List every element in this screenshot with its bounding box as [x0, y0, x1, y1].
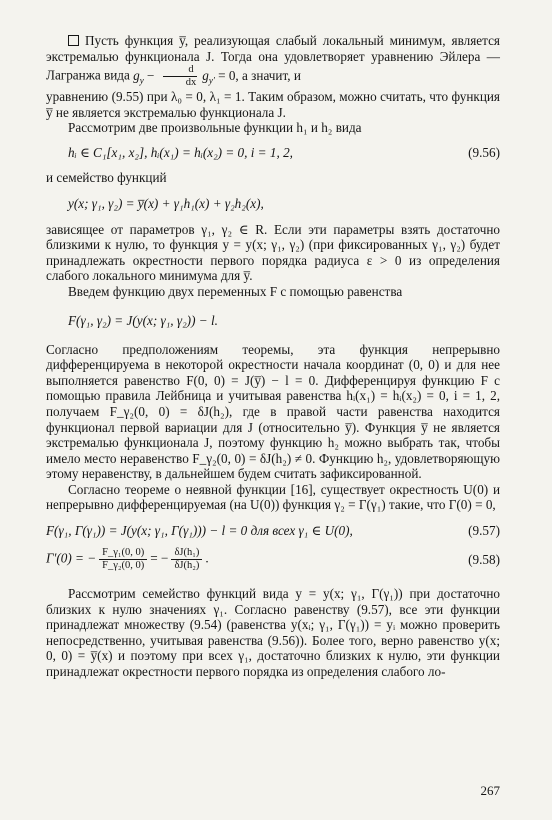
paragraph-6: Согласно предположениям теоремы, эта функция непрерывно дифференцируема в некоторой окрестности начала координат (0, 0) и для нее выполняется равенство F(0, 0) = J(y̅) − l = 0. Дифференцируя функцию F с помощью правила Лейбница и учитывая равенства hᵢ(x₁) = hᵢ(x₂) = 0, i = 1, 2, получаем F_γ₂(0, 0) = δJ(h₂), где в правой части равенства находится функционал первой вариации для J (относительно y̅). Функция y̅ не является экстремалью функционала J, поэтому функцию h₂ можно выбрать так, чтобы имело место неравенство F_γ₂(0, 0) = δJ(h₂) ≠ 0. Функцию h₂, удовлетворяющую этому неравенству, в дальнейшем будем считать зафиксированной. [46, 341, 500, 482]
euler-equation-inline: $g_y$ − $\frac{d}{dx}$ $g_{y'} = 0$, а значит, и [133, 64, 301, 89]
paragraph-1b: уравнению (9.55) при λ₀ = 0, λ₁ = 1. Таким образом, можно считать, что функция y̅ не является экстремалью функционала J. [46, 89, 500, 120]
equation-9-58: Γ′(0) = − $\frac{\text{F\_γ₁(0, 0)}}{\text{F\_γ₂(0, 0)}}$ = − $\frac{\text{δJ(h₁)}}{\text{δJ(h₂)}}$ . (9.58) [46, 547, 500, 572]
equation-9-56: hᵢ ∈ C₁[x₁, x₂], hᵢ(x₁) = hᵢ(x₂) = 0, i = 1, 2, (9.56) [68, 144, 500, 160]
text-column [46, 33, 500, 680]
paragraph-8: Рассмотрим семейство функций вида y = y(x; γ₁, Γ(γ₁)) при достаточно близких к нулю значениях γ₁. Согласно равенству (9.57), все эти функции принадлежат множеству (9.54) (равенства y(xᵢ; γ₁, Γ(γ₁)) = yᵢ можно проверить непосредственно, учитывая равенства (9.56)). Более того, верно равенство y(x; 0, 0) = y̅(x) и поэтому при всех γ₁, достаточно близких к нулю, эти функции принадлежат окрестности первого порядка из определения слабого ло- [46, 586, 500, 680]
paragraph-2: Рассмотрим две произвольные функции h₁ и h₂ вида [68, 120, 362, 136]
d-dx-fraction: $\frac{d}{dx}$ [161, 64, 200, 89]
proof-start-square-icon [68, 35, 79, 46]
paragraph-4: зависящее от параметров γ₁, γ₂ ∈ R. Если эти параметры взять достаточно близкими к нулю, то функция y = y(x; γ₁, γ₂) (при фиксированных γ₁, γ₂) будет принадлежать окрестности первого порядка радиуса ε > 0 из определения слабого локального минимума для y̅. [46, 221, 500, 284]
page-number: 267 [480, 783, 500, 798]
equation-family: y(x; γ₁, γ₂) = y̅(x) + γ₁h₁(x) + γ₂h₂(x), [68, 195, 264, 211]
fraction-F-partials: $\frac{\text{F\_γ₁(0, 0)}}{\text{F\_γ₂(0, 0)}}$ [99, 547, 147, 572]
paragraph-3: и семейство функций [46, 169, 167, 185]
paragraph-5: Введем функцию двух переменных F с помощью равенства [68, 283, 403, 299]
fraction-first-variations: $\frac{\text{δJ(h₁)}}{\text{δJ(h₂)}}$ [171, 547, 202, 572]
paragraph-1: Пусть функция y̅, реализующая слабый локальный минимум, является экстремалью функционала J. Тогда она удовлетворяет уравнению Эйлера — Лагранжа вида $g_y$ − $\frac{d}{dx}$ $g_{y'} = 0$, а значит, и [46, 33, 501, 89]
equation-F-definition: F(γ₁, γ₂) = J(y(x; γ₁, γ₂)) − l. [68, 312, 218, 328]
paragraph-7: Согласно теореме о неявной функции [16], существует окрестность U(0) и непрерывно дифференцируемая (на U(0)) функция γ₂ = Γ(γ₁) такие, что Γ(0) = 0, [46, 481, 500, 513]
equation-9-57: F(γ₁, Γ(γ₁)) = J(y(x; γ₁, Γ(γ₁))) − l = 0 для всех γ₁ ∈ U(0), (9.57) [46, 523, 500, 539]
